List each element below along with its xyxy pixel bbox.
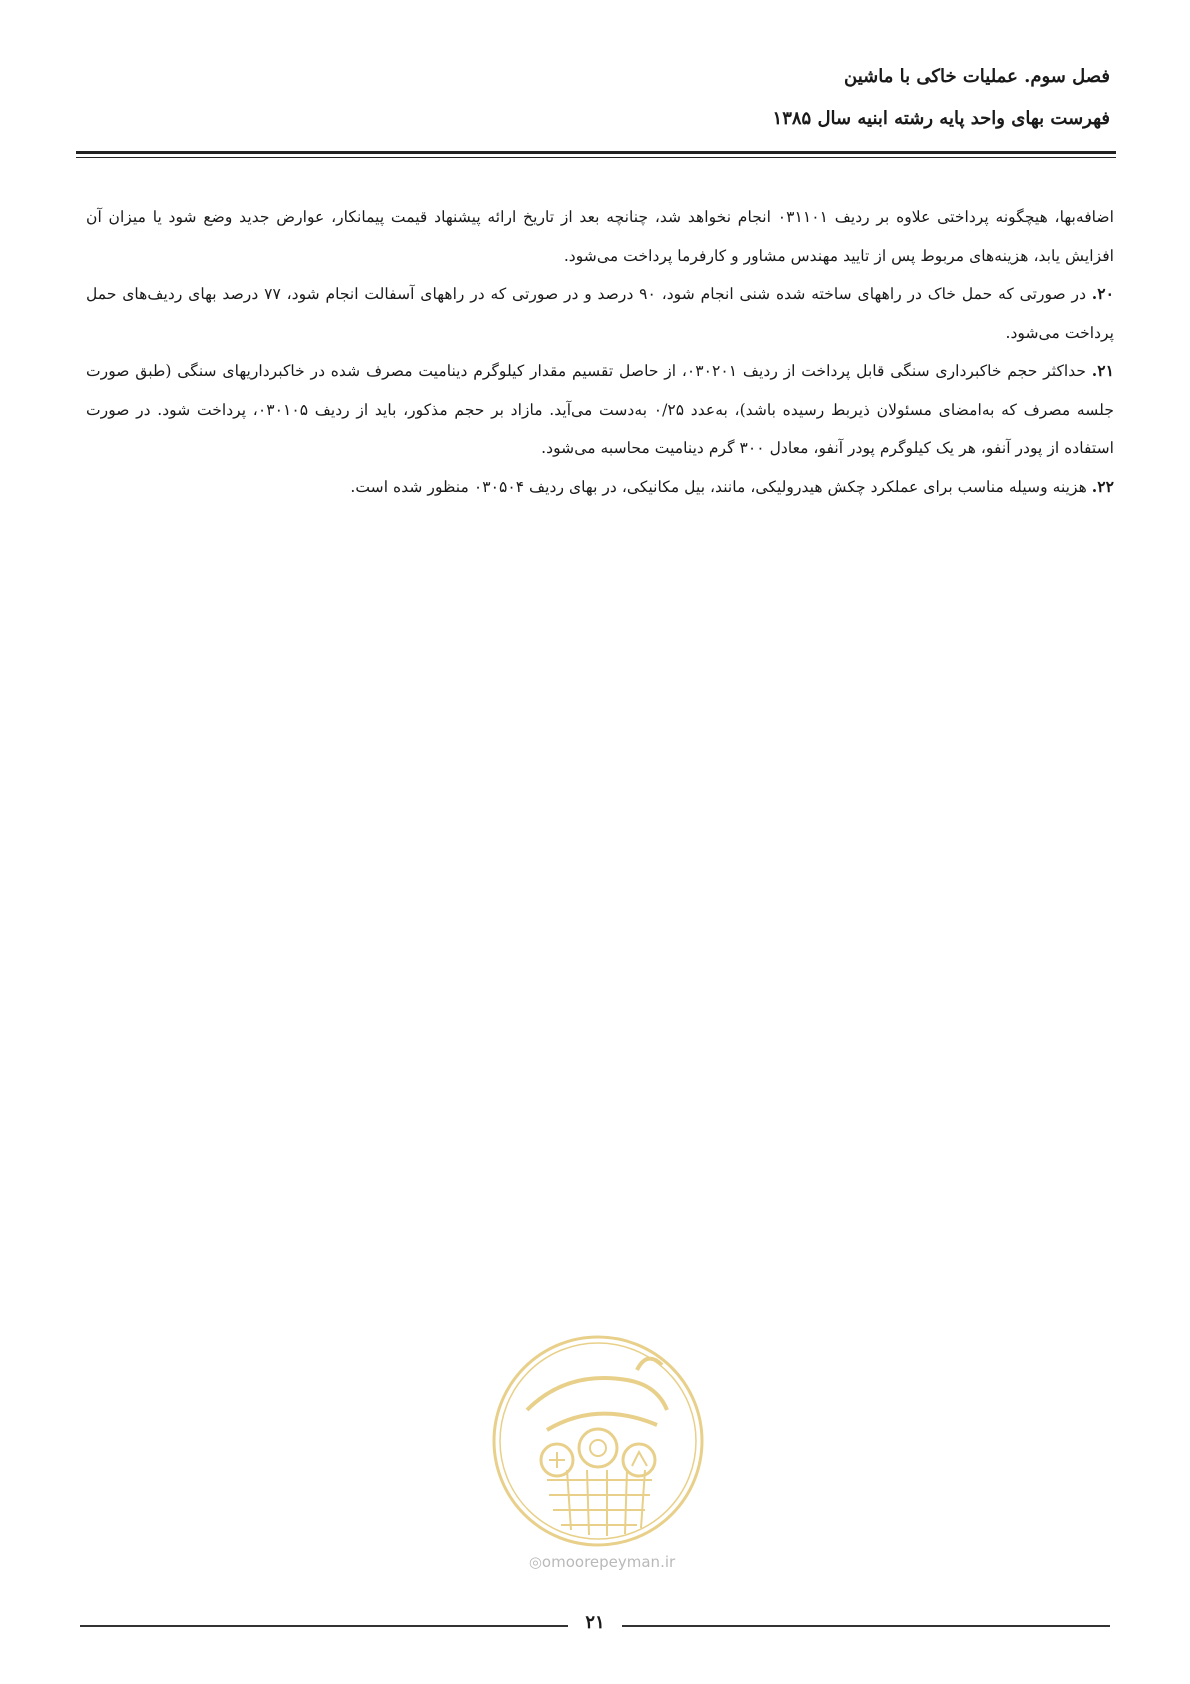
body-text — [86, 198, 1114, 506]
paragraph-21 — [86, 352, 1114, 468]
paragraph-continuation — [86, 198, 1114, 275]
paragraph-number: ۲۱. — [1091, 361, 1114, 380]
watermark-logo-icon — [487, 1330, 709, 1552]
paragraph-number: ۲۰. — [1091, 284, 1114, 303]
paragraph-20 — [86, 275, 1114, 352]
footer-rule-left — [80, 1625, 568, 1627]
paragraph-text: در صورتی که حمل خاک در راههای ساخته شده شنی انجام شود، ۹۰ درصد و در صورتی که در راههای آسفالت انجام شود، ۷۷ درصد بهای ردیف‌های حمل پرداخت می‌شود. — [86, 285, 1114, 342]
header-rule-thick — [76, 151, 1116, 154]
paragraph-22 — [86, 468, 1114, 507]
watermark-logo — [487, 1330, 709, 1552]
paragraph-text: اضافه‌بها، هیچگونه پرداختی علاوه بر ردیف ۰۳۱۱۰۱ انجام نخواهد شد، چنانچه بعد از تاریخ ارائه پیشنهاد قیمت پیمانکار، عوارض جدید وضع شود یا میزان آن افزایش یابد، هزینه‌های مربوط پس از تایید مهندس مشاور و کارفرما پرداخت می‌شود. — [86, 208, 1115, 265]
globe-icon: ◎ — [528, 1553, 542, 1571]
book-title: فهرست بهای واحد پایه رشته ابنیه سال ۱۳۸۵ — [772, 108, 1110, 129]
paragraph-text: هزینه وسیله مناسب برای عملکرد چکش هیدرولیکی، مانند، بیل مکانیکی، در بهای ردیف ۰۳۰۵۰۴ منظور شده است. — [350, 477, 1092, 496]
chapter-title: فصل سوم. عملیات خاکی با ماشین — [844, 66, 1110, 87]
page-number: ۲۱ — [585, 1612, 605, 1633]
watermark-url: ◎omoorepeyman.ir — [528, 1553, 676, 1571]
page-header — [80, 62, 1110, 134]
footer-rule-right — [622, 1625, 1110, 1627]
paragraph-number: ۲۲. — [1091, 476, 1114, 496]
paragraph-text: حداکثر حجم خاکبرداری سنگی قابل پرداخت از ردیف ۰۳۰۲۰۱، از حاصل تقسیم مقدار کیلوگرم دینامیت مصرف شده در خاکبرداریهای سنگی (طبق صورت جلسه مصرف که به‌امضای مسئولان ذیربط رسیده باشد)، به‌عدد ۰/۲۵ به‌دست می‌آید. مازاد بر حجم مذکور، باید از ردیف ۰۳۰۱۰۵، پرداخت شود. در صورت استفاده از پودر آنفو، هر یک کیلوگرم پودر آنفو، معادل ۳۰۰ گرم دینامیت محاسبه می‌شود. — [86, 362, 1114, 457]
header-rule-thin — [76, 157, 1116, 158]
